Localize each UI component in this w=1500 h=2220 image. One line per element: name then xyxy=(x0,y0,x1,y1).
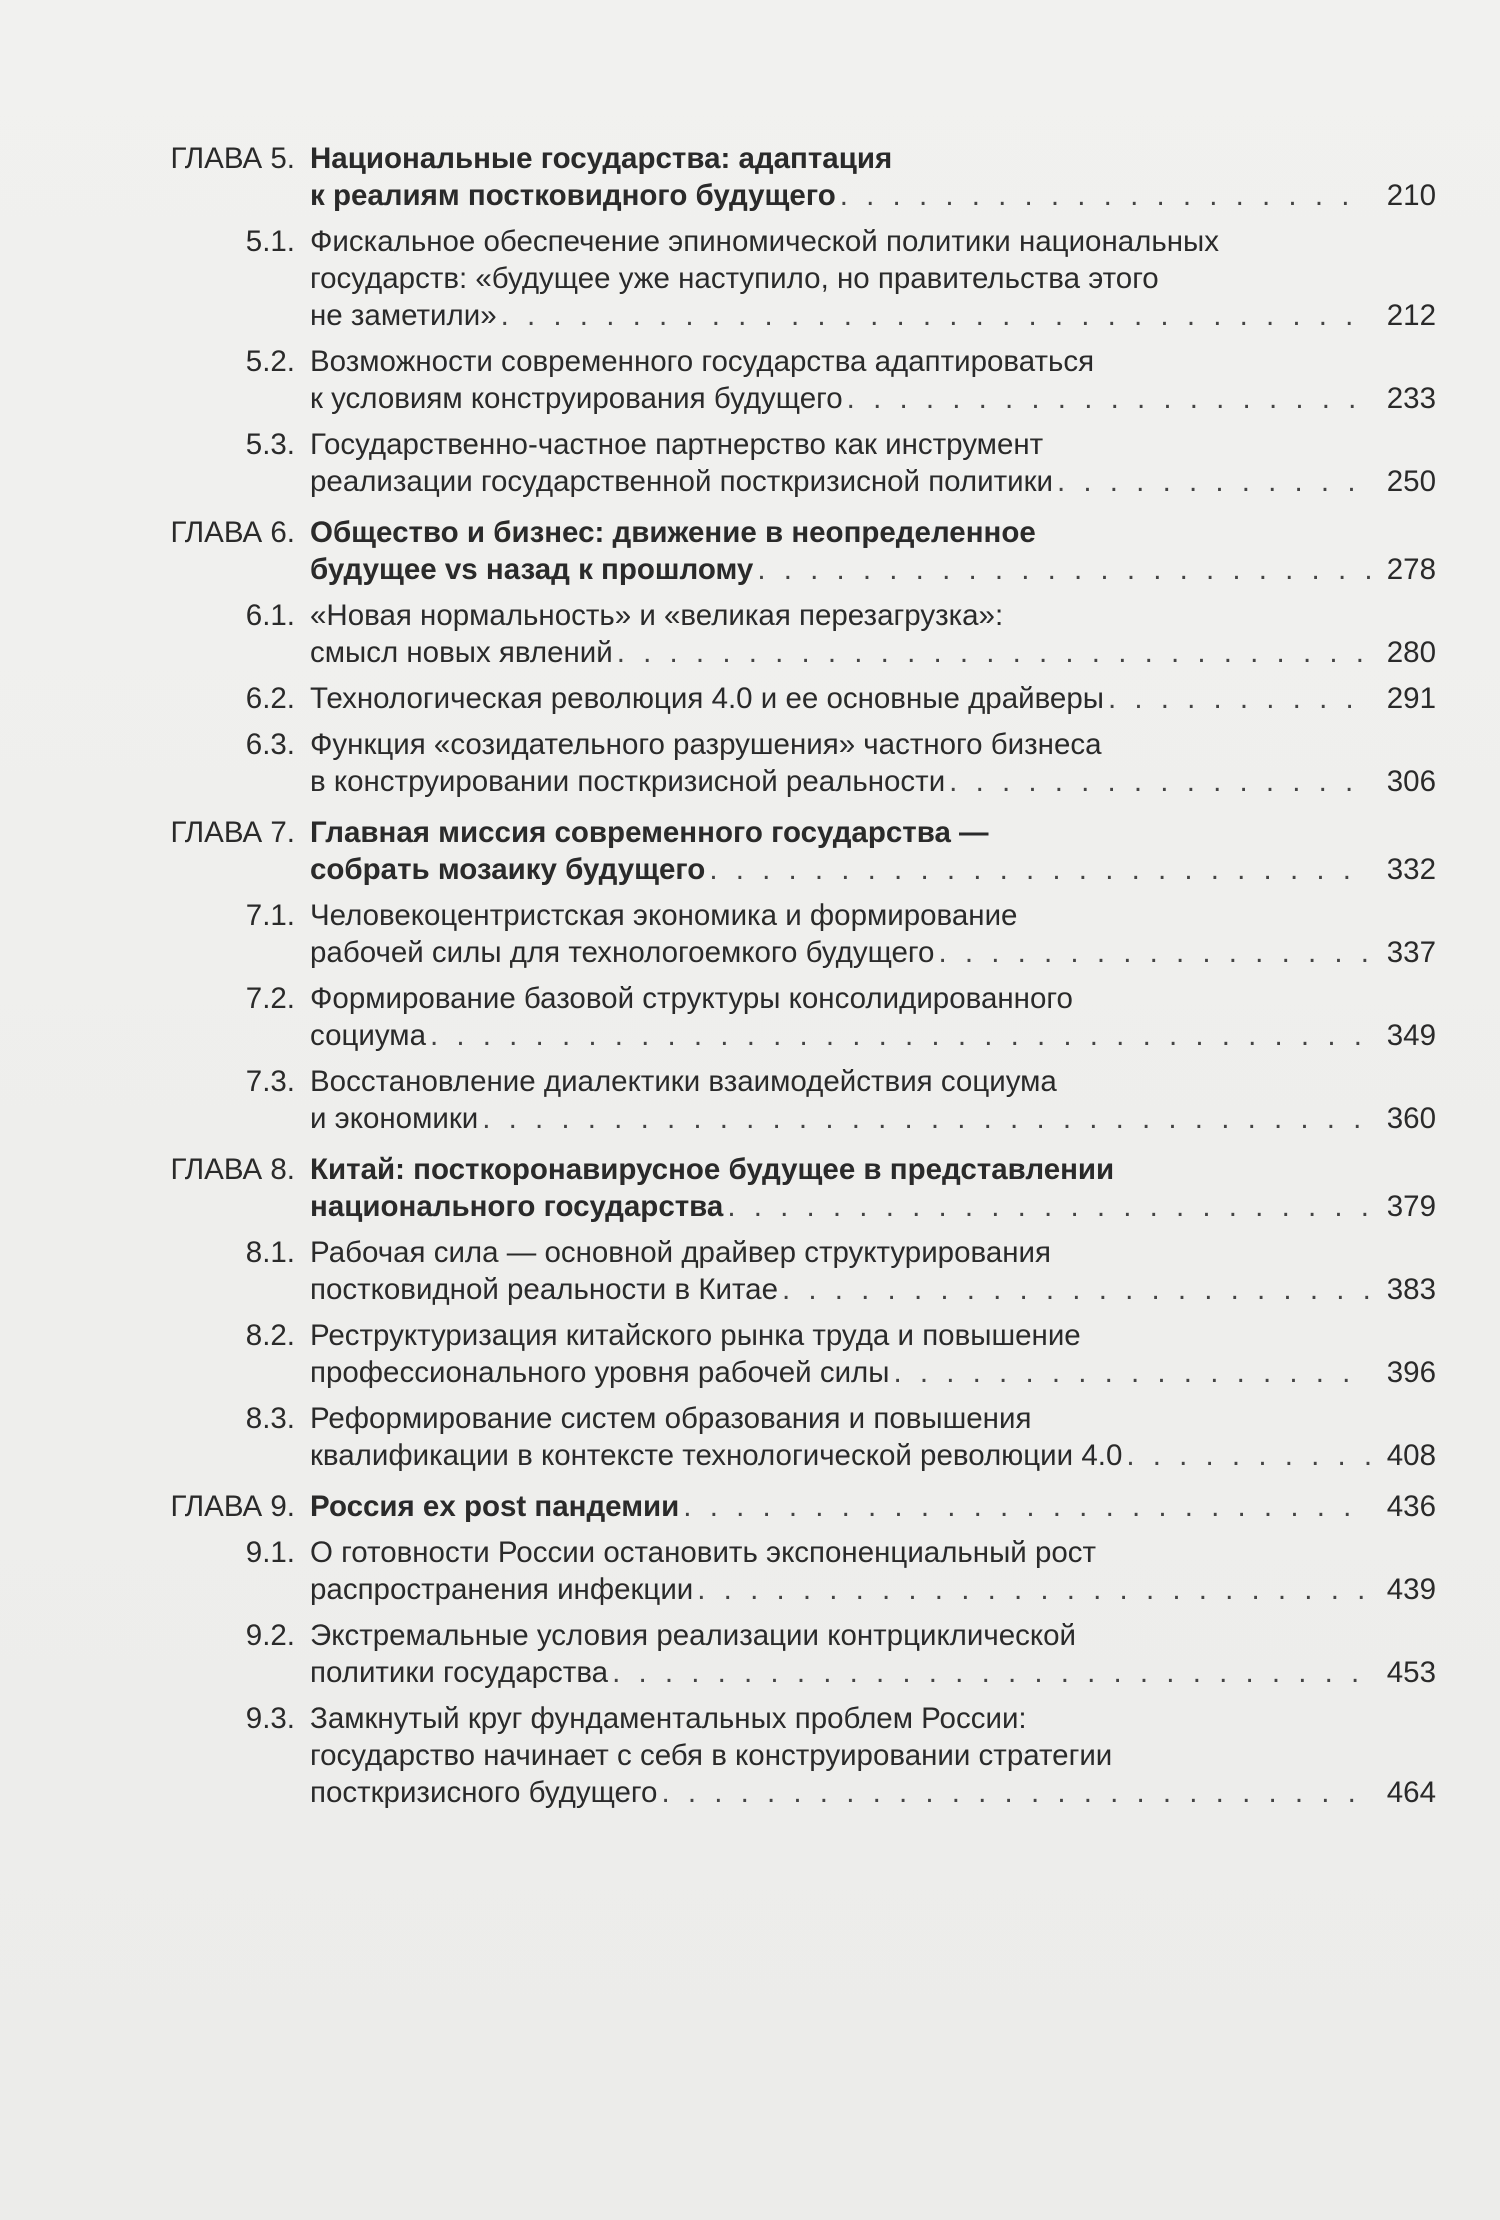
page-number: 464 xyxy=(1386,1776,1436,1809)
chapter-title-line: Китай: посткоронавирусное будущее в представлении xyxy=(310,1153,1115,1186)
section-title-line: государство начинает с себя в конструировании стратегии xyxy=(310,1739,1113,1772)
section-number: 7.2. xyxy=(245,982,295,1015)
section-title-line: Формирование базовой структуры консолидированного xyxy=(310,982,1073,1015)
section-title-line: социума xyxy=(310,1019,426,1052)
section-entry xyxy=(0,680,1500,717)
chapter-entry xyxy=(0,514,1500,800)
leader-dots xyxy=(840,177,1370,214)
page-number: 210 xyxy=(1386,179,1436,212)
chapter-heading xyxy=(0,1151,1500,1225)
chapter-title-line: к реалиям постковидного будущего xyxy=(310,179,836,212)
section-title-line: квалификации в контексте технологической революции 4.0 xyxy=(310,1439,1123,1472)
section-title-line: реализации государственной посткризисной политики xyxy=(310,465,1053,498)
page-number: 408 xyxy=(1386,1439,1436,1472)
section-number: 8.2. xyxy=(245,1319,295,1352)
page-number: 233 xyxy=(1386,382,1436,415)
page-number: 306 xyxy=(1386,765,1436,798)
section-entry xyxy=(0,1063,1500,1137)
section-entry xyxy=(0,597,1500,671)
section-title-line: «Новая нормальность» и «великая перезагрузка»: xyxy=(310,599,1004,632)
section-number: 8.1. xyxy=(245,1236,295,1269)
page-number: 453 xyxy=(1386,1656,1436,1689)
section-title-line: О готовности России остановить экспоненциальный рост xyxy=(310,1536,1097,1569)
page-number: 396 xyxy=(1386,1356,1436,1389)
section-title-line: государств: «будущее уже наступило, но правительства этого xyxy=(310,262,1159,295)
leader-dots xyxy=(1108,680,1370,717)
chapter-number: ГЛАВА 9. xyxy=(170,1490,295,1523)
chapter-heading xyxy=(0,814,1500,888)
section-title-line: политики государства xyxy=(310,1656,609,1689)
page-number: 337 xyxy=(1386,936,1436,969)
leader-dots xyxy=(612,1654,1370,1691)
leader-dots xyxy=(661,1774,1370,1811)
section-number: 5.3. xyxy=(245,428,295,461)
leader-dots xyxy=(847,380,1370,417)
chapter-heading xyxy=(0,1488,1500,1525)
leader-dots xyxy=(430,1017,1370,1054)
section-title-line: Реформирование систем образования и повышения xyxy=(310,1402,1032,1435)
chapter-heading xyxy=(0,140,1500,214)
section-title-line: Рабочая сила — основной драйвер структурирования xyxy=(310,1236,1051,1269)
leader-dots xyxy=(782,1271,1370,1308)
leader-dots xyxy=(1126,1437,1370,1474)
section-entry xyxy=(0,897,1500,971)
table-of-contents xyxy=(0,140,1500,1825)
page-number: 360 xyxy=(1386,1102,1436,1135)
section-title-line: не заметили» xyxy=(310,299,497,332)
leader-dots xyxy=(501,297,1370,334)
chapter-entry xyxy=(0,1488,1500,1811)
leader-dots xyxy=(893,1354,1370,1391)
chapter-entry xyxy=(0,140,1500,500)
section-number: 6.2. xyxy=(245,682,295,715)
section-entry xyxy=(0,980,1500,1054)
page-number: 349 xyxy=(1386,1019,1436,1052)
section-number: 6.1. xyxy=(245,599,295,632)
page-number: 280 xyxy=(1386,636,1436,669)
chapter-entry xyxy=(0,814,1500,1137)
section-entry xyxy=(0,223,1500,334)
chapter-title-line: Национальные государства: адаптация xyxy=(310,142,893,175)
section-entry xyxy=(0,1617,1500,1691)
section-number: 6.3. xyxy=(245,728,295,761)
page-number: 379 xyxy=(1386,1190,1436,1223)
chapter-number: ГЛАВА 6. xyxy=(170,516,295,549)
page-number: 383 xyxy=(1386,1273,1436,1306)
section-title-line: в конструировании посткризисной реальности xyxy=(310,765,946,798)
section-entry xyxy=(0,426,1500,500)
leader-dots xyxy=(683,1488,1370,1525)
section-title-line: Государственно-частное партнерство как инструмент xyxy=(310,428,1044,461)
section-entry xyxy=(0,343,1500,417)
section-title-line: Реструктуризация китайского рынка труда и повышение xyxy=(310,1319,1081,1352)
section-title-line: Восстановление диалектики взаимодействия социума xyxy=(310,1065,1057,1098)
chapter-title-line: будущее vs назад к прошлому xyxy=(310,553,754,586)
section-entry xyxy=(0,1234,1500,1308)
chapter-number: ГЛАВА 8. xyxy=(170,1153,295,1186)
chapter-entry xyxy=(0,1151,1500,1474)
chapter-heading xyxy=(0,514,1500,588)
section-number: 7.3. xyxy=(245,1065,295,1098)
chapter-number: ГЛАВА 7. xyxy=(170,816,295,849)
page-number: 332 xyxy=(1386,853,1436,886)
section-number: 8.3. xyxy=(245,1402,295,1435)
section-number: 7.1. xyxy=(245,899,295,932)
section-number: 9.2. xyxy=(245,1619,295,1652)
section-title-line: посткризисного будущего xyxy=(310,1776,658,1809)
section-title-line: распространения инфекции xyxy=(310,1573,694,1606)
leader-dots xyxy=(709,851,1370,888)
leader-dots xyxy=(949,763,1370,800)
section-number: 5.1. xyxy=(245,225,295,258)
chapter-title-line: собрать мозаику будущего xyxy=(310,853,706,886)
section-title-line: Возможности современного государства адаптироваться xyxy=(310,345,1095,378)
section-title-line: Человекоцентристская экономика и формирование xyxy=(310,899,1018,932)
section-title-line: и экономики xyxy=(310,1102,479,1135)
section-title-line: постковидной реальности в Китае xyxy=(310,1273,778,1306)
section-entry xyxy=(0,1534,1500,1608)
page-number: 291 xyxy=(1386,682,1436,715)
section-title-line: профессионального уровня рабочей силы xyxy=(310,1356,890,1389)
leader-dots xyxy=(938,934,1370,971)
leader-dots xyxy=(727,1188,1370,1225)
page-number: 439 xyxy=(1386,1573,1436,1606)
chapter-title-line: национального государства xyxy=(310,1190,724,1223)
section-number: 5.2. xyxy=(245,345,295,378)
chapter-number: ГЛАВА 5. xyxy=(170,142,295,175)
section-number: 9.3. xyxy=(245,1702,295,1735)
section-title-line: Технологическая революция 4.0 и ее основные драйверы xyxy=(310,682,1104,715)
section-entry xyxy=(0,1317,1500,1391)
section-entry xyxy=(0,1700,1500,1811)
chapter-title-line: Главная миссия современного государства — xyxy=(310,816,989,849)
section-title-line: Замкнутый круг фундаментальных проблем России: xyxy=(310,1702,1027,1735)
section-title-line: Фискальное обеспечение эпиномической политики национальных xyxy=(310,225,1219,258)
leader-dots xyxy=(617,634,1370,671)
section-title-line: смысл новых явлений xyxy=(310,636,613,669)
page-number: 436 xyxy=(1386,1490,1436,1523)
leader-dots xyxy=(697,1571,1370,1608)
page-number: 278 xyxy=(1386,553,1436,586)
section-title-line: к условиям конструирования будущего xyxy=(310,382,843,415)
chapter-title-line: Общество и бизнес: движение в неопределенное xyxy=(310,516,1036,549)
section-title-line: Экстремальные условия реализации контрциклической xyxy=(310,1619,1077,1652)
section-title-line: рабочей силы для технологоемкого будущего xyxy=(310,936,935,969)
chapter-title-line: Россия ex post пандемии xyxy=(310,1490,680,1523)
leader-dots xyxy=(757,551,1370,588)
section-title-line: Функция «созидательного разрушения» частного бизнеса xyxy=(310,728,1102,761)
page-number: 212 xyxy=(1386,299,1436,332)
section-entry xyxy=(0,726,1500,800)
leader-dots xyxy=(482,1100,1370,1137)
leader-dots xyxy=(1057,463,1370,500)
page-number: 250 xyxy=(1386,465,1436,498)
section-number: 9.1. xyxy=(245,1536,295,1569)
section-entry xyxy=(0,1400,1500,1474)
